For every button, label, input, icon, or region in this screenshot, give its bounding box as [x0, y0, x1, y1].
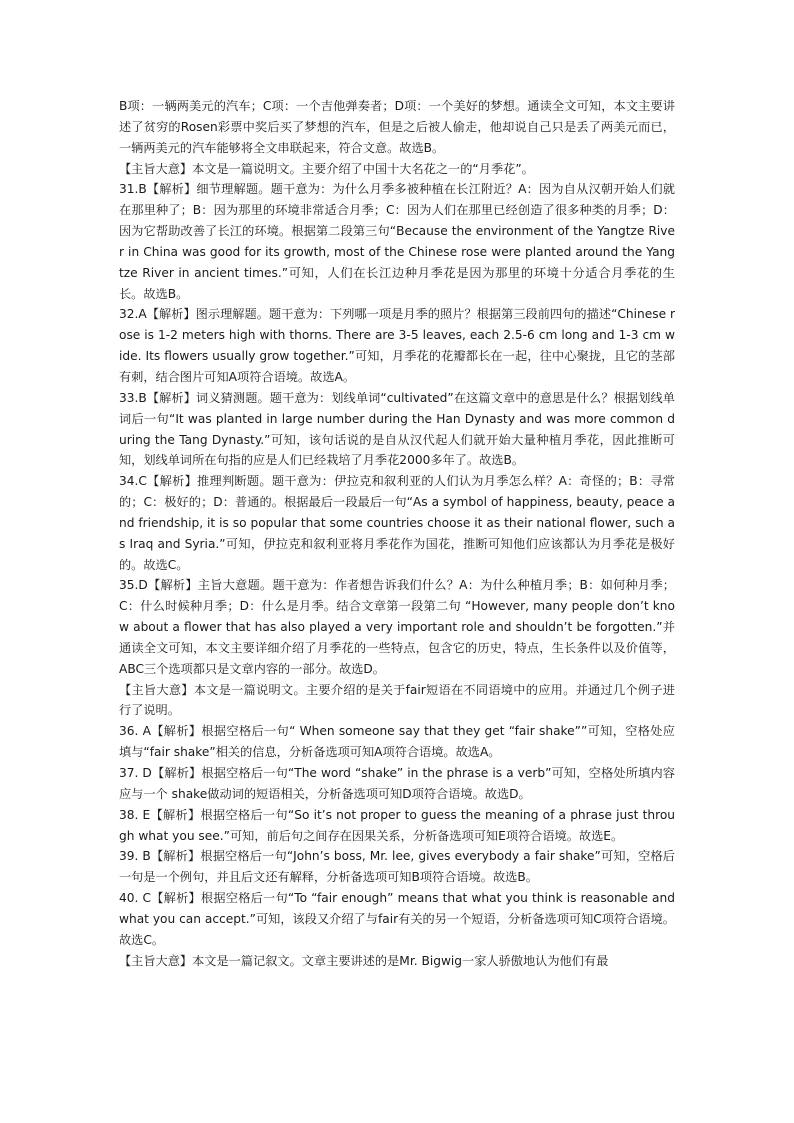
paragraph-answer-37: 37. D【解析】根据空格后一句“The word “shake” in the phrase is a verb”可知，空格处所填内容应与一个 shake做动词的短语相关，分析备选项可知D项符合语境。故选D。	[119, 766, 675, 801]
paragraph-answer-35: 35.D【解析】主旨大意题。题干意为：作者想告诉我们什么？A：为什么种植月季；B：如何种月季；C：什么时候种月季；D：什么是月季。结合文章第一段第二句 “However, many people don’t know about a flower that has also played a very important role and shouldn’t be forgotten.”并通读全文可知，本文主要详细介绍了月季花的一些特点，包含它的历史，特点，生长条件以及价值等，ABC三个选项都只是文章内容的一部分。故选D。	[119, 578, 675, 676]
paragraph-answer-34: 34.C【解析】推理判断题。题干意为：伊拉克和叙利亚的人们认为月季怎么样？A：奇怪的；B：寻常的；C：极好的；D：普通的。根据最后一段最后一句“As a symbol of happiness, beauty, peace and friendship, it is so popular that some countries choose it as their national flower, such as Iraq and Syria.”可知，伊拉克和叙利亚将月季花作为国花，推断可知他们应该都认为月季花是极好的。故选C。	[119, 474, 675, 572]
paragraph-answer-40: 40. C【解析】根据空格后一句“To “fair enough” means that what you think is reasonable and what you can accept.”可知，该段又介绍了与fair有关的另一个短语，分析备选项可知C项符合语境。故选C。	[119, 891, 675, 947]
paragraph-answer-39: 39. B【解析】根据空格后一句“John’s boss, Mr. lee, gives everybody a fair shake”可知，空格后一句是一个例句，并且后文还有解释，分析备选项可知B项符合语境。故选B。	[119, 849, 675, 885]
paragraph-answer-36: 36. A【解析】根据空格后一句“ When someone say that they get “fair shake””可知，空格处应填与“fair shake”相关的信息，分析备选项可知A项符合语境。故选A。	[119, 724, 675, 760]
paragraph-answer-32: 32.A【解析】图示理解题。题干意为：下列哪一项是月季的照片？根据第三段前四句的描述“Chinese rose is 1-2 meters high with thorns. There are 3-5 leaves, each 2.5-6 cm long and 1-3 cm wide. Its flowers usually grow together.”可知，月季花的花瓣都长在一起，往中心聚拢，且它的茎部有刺，结合图片可知A项符合语境。故选A。	[119, 307, 675, 384]
paragraph-option-explanation: B项：一辆两美元的汽车；C项：一个吉他弹奏者；D项：一个美好的梦想。通读全文可知，本文主要讲述了贫穷的Rosen彩票中奖后买了梦想的汽车，但是之后被人偷走，他却说自己只是丢了两美元而已，一辆两美元的汽车能够将全文串联起来，符合文意。故选B。	[119, 99, 675, 155]
paragraph-answer-33: 33.B【解析】词义猜测题。题干意为：划线单词“cultivated”在这篇文章中的意思是什么？根据划线单词后一句“It was planted in large number during the Han Dynasty and was more common during the Tang Dynasty.”可知，该句话说的是自从汉代起人们就开始大量种植月季花，因此推断可知，划线单词所在句指的应是人们已经栽培了月季花2000多年了。故选B。	[119, 390, 675, 468]
document-page	[119, 96, 675, 971]
paragraph-answer-38: 38. E【解析】根据空格后一句“So it’s not proper to guess the meaning of a phrase just through what you see.”可知，前后句之间存在因果关系，分析备选项可知E项符合语境。故选E。	[119, 807, 675, 843]
paragraph-summary-bigwig: 【主旨大意】本文是一篇记叙文。文章主要讲述的是Mr. Bigwig一家人骄傲地认为他们有最	[119, 953, 609, 968]
paragraph-answer-31: 31.B【解析】细节理解题。题干意为：为什么月季多被种植在长江附近？A：因为自从汉朝开始人们就在那里种了；B：因为那里的环境非常适合月季；C：因为人们在那里已经创造了很多种类的月季；D：因为它帮助改善了长江的环境。根据第二段第三句“Because the environment of the Yangtze River in China was good for its growth, most of the Chinese rose were planted around the Yangtze River in ancient times.”可知，人们在长江边种月季花是因为那里的环境十分适合月季花的生长。故选B。	[119, 182, 675, 301]
paragraph-summary-fair-phrase: 【主旨大意】本文是一篇说明文。主要介绍的是关于fair短语在不同语境中的应用。并通过几个例子进行了说明。	[119, 682, 675, 718]
paragraph-summary-chinese-rose: 【主旨大意】本文是一篇说明文。主要介绍了中国十大名花之一的“月季花”。	[119, 161, 534, 176]
